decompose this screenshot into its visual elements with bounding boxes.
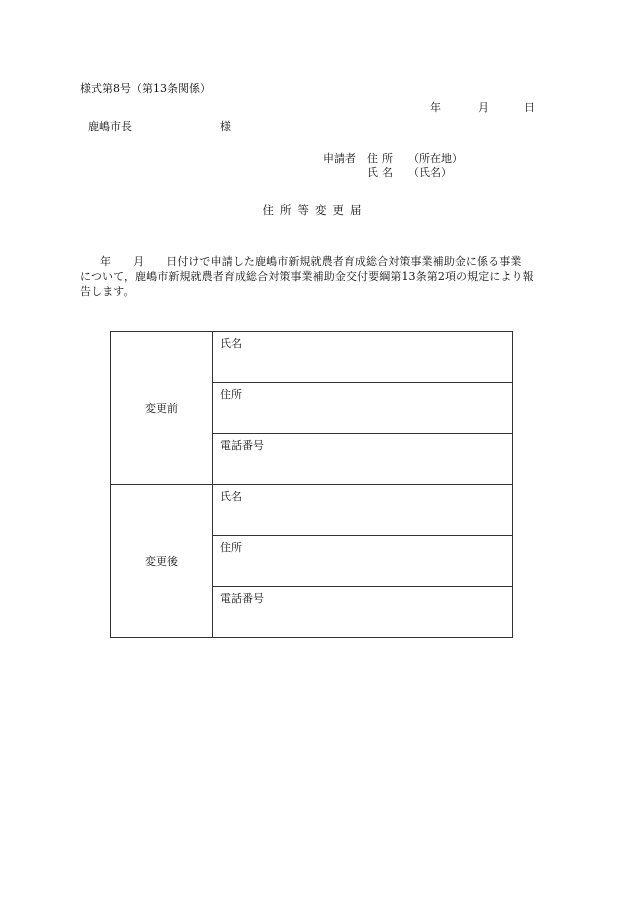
body-line-1-text: 日付けで申請した鹿嶋市新規就農者育成総合対策事業補助金に係る事業 [166,255,522,268]
applicant-name-note: （氏名） [408,166,452,179]
addressee: 鹿嶋市長 [88,120,132,133]
date-year-label: 年 [430,101,441,114]
body-line-3: 告します。 [80,285,135,298]
field-address-before[interactable] [213,383,513,434]
field-name-before[interactable] [213,332,513,383]
field-name-after[interactable] [213,485,513,536]
body-line-1 [80,254,550,269]
group-label-before: 変更前 [111,332,213,485]
body-year: 年 [100,255,112,268]
addressee-honorific: 様 [220,120,231,133]
body-paragraph [80,254,550,299]
body-line-2: について，鹿嶋市新規就農者育成総合対策事業補助金交付要綱第13条第2項の規定により報 [80,270,534,283]
field-label: 電話番号 [220,439,264,452]
field-label: 氏名 [220,490,242,503]
field-label: 住所 [220,388,242,401]
applicant-label: 申請者 [323,152,356,165]
group-label-after: 変更後 [111,485,213,638]
applicant-address-label: 住所 [367,152,397,165]
form-number-label: 様式第8号（第13条関係） [80,82,211,95]
change-table [110,331,513,638]
document-title: 住所等変更届 [262,203,368,217]
table-row [111,485,513,536]
body-month: 月 [133,255,145,268]
date-month-label: 月 [478,101,489,114]
table-row [111,332,513,383]
field-label: 氏名 [220,337,242,350]
date-day-label: 日 [524,101,535,114]
field-phone-after[interactable] [213,587,513,638]
field-address-after[interactable] [213,536,513,587]
field-phone-before[interactable] [213,434,513,485]
applicant-address-note: （所在地） [408,152,463,165]
applicant-name-label: 氏名 [367,166,397,179]
field-label: 電話番号 [220,592,264,605]
field-label: 住所 [220,541,242,554]
